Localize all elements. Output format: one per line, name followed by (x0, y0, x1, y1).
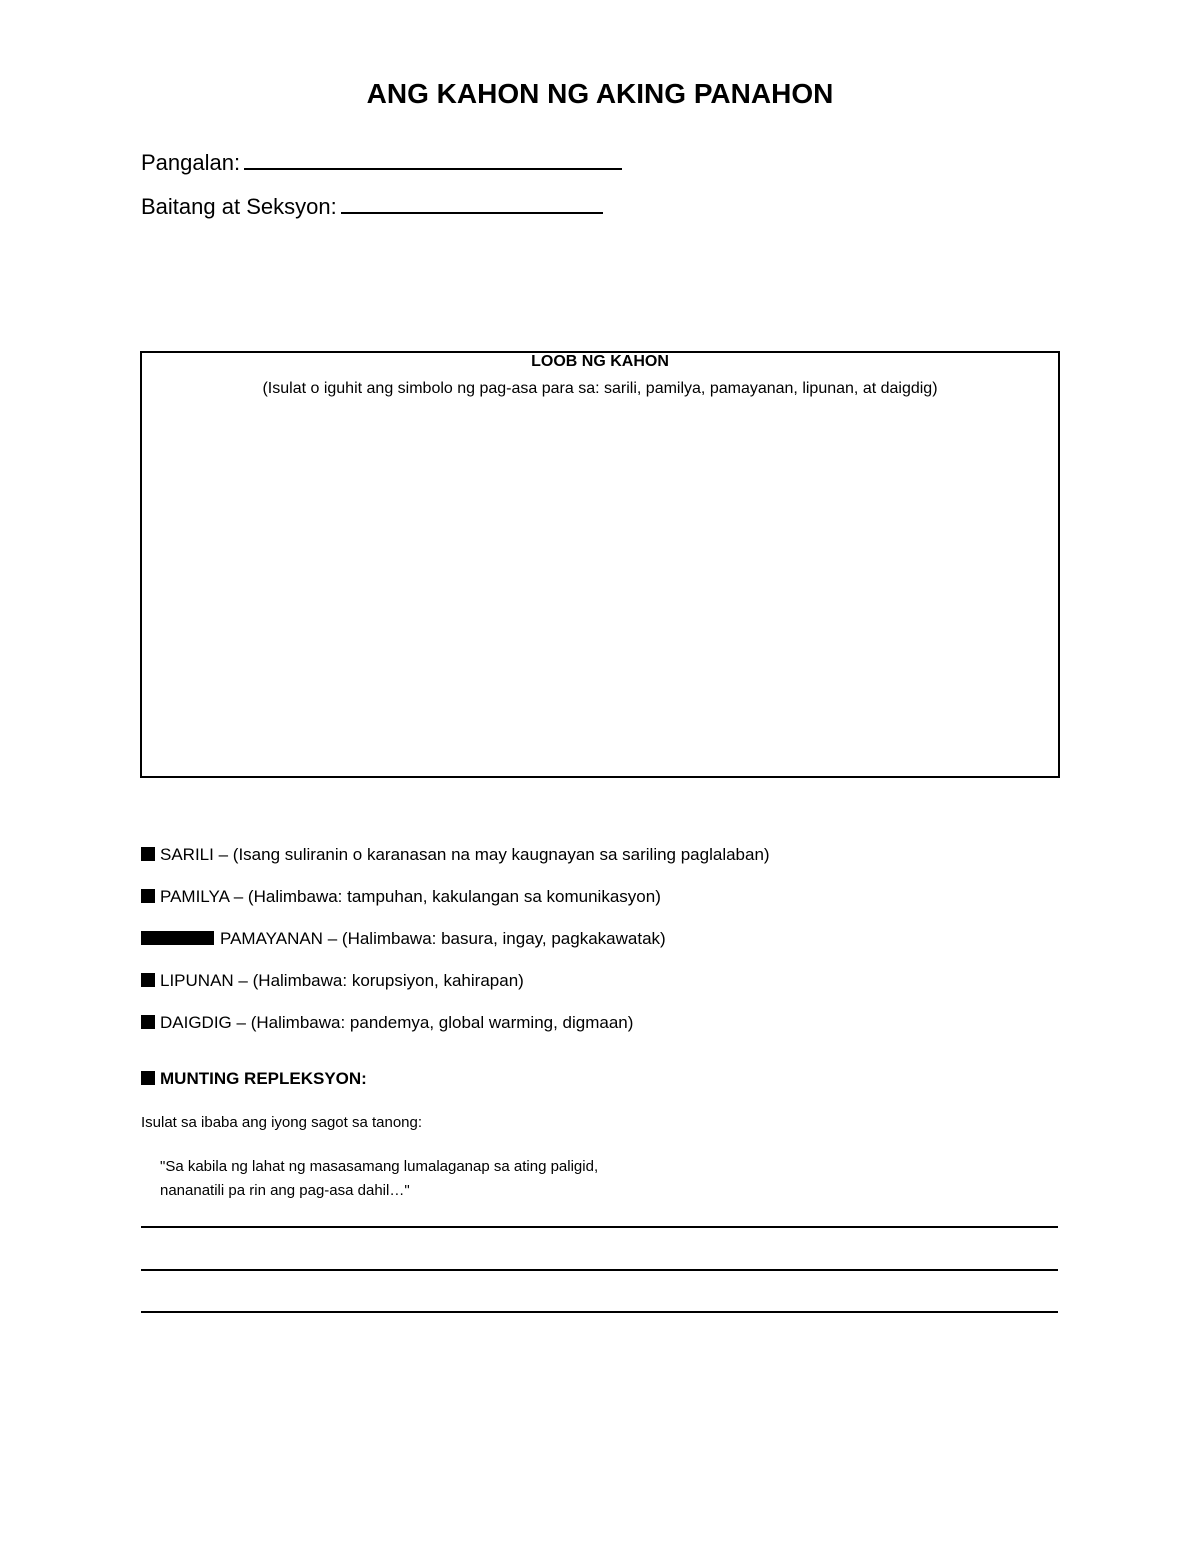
name-label: Pangalan: (141, 150, 241, 175)
category-description: (Isang suliranin o karanasan na may kaugnayan sa sariling paglalaban) (232, 845, 770, 864)
page-title: ANG KAHON NG AKING PANAHON (366, 78, 834, 109)
category-name: PAMILYA (160, 887, 229, 906)
answer-line[interactable] (141, 1226, 1058, 1228)
category-item-lipunan (141, 969, 1061, 1011)
drawing-box[interactable] (140, 351, 1060, 778)
box-instruction: (Isulat o iguhit ang simbolo ng pag-asa para sa: sarili, pamilya, pamayanan, lipunan, at daigdig) (262, 380, 938, 397)
category-name: LIPUNAN (160, 971, 234, 990)
square-bullet-icon (141, 889, 155, 903)
answer-line[interactable] (141, 1311, 1058, 1313)
category-description: (Halimbawa: pandemya, global warming, digmaan) (250, 1013, 634, 1032)
category-item-pamilya (141, 885, 1061, 927)
grade-section-field-row (141, 192, 603, 220)
dash-separator: – (236, 1013, 246, 1032)
reflection-quote (160, 1155, 598, 1203)
category-name: DAIGDIG (160, 1013, 232, 1032)
reflection-heading-text: MUNTING REPLEKSYON: (160, 1069, 367, 1088)
category-item-daigdig (141, 1011, 1061, 1053)
reflection-quote-line: nananatili pa rin ang pag-asa dahil…" (160, 1182, 410, 1199)
dash-separator: – (218, 845, 229, 864)
category-description: (Halimbawa: basura, ingay, pagkakawatak) (341, 929, 666, 948)
category-name: SARILI (160, 845, 214, 864)
answer-line[interactable] (141, 1269, 1058, 1271)
grade-section-label: Baitang at Seksyon: (141, 194, 337, 219)
category-item-sarili (141, 843, 1061, 885)
reflection-heading (141, 1069, 367, 1089)
category-name: PAMAYANAN (220, 929, 323, 948)
dash-separator: – (238, 971, 248, 990)
square-bullet-icon (141, 847, 155, 861)
name-blank-line[interactable] (244, 148, 622, 170)
square-bullet-icon (141, 973, 155, 987)
dash-separator: – (327, 929, 338, 948)
reflection-quote-line: "Sa kabila ng lahat ng masasamang lumalaganap sa ating paligid, (160, 1158, 599, 1175)
dash-separator: – (233, 887, 244, 906)
square-bullet-icon (141, 1015, 155, 1029)
name-field-row (141, 148, 622, 176)
reflection-instruction: Isulat sa ibaba ang iyong sagot sa tanong: (141, 1114, 423, 1131)
grade-section-blank-line[interactable] (341, 192, 603, 214)
category-list (141, 843, 1061, 1053)
category-item-pamayanan (141, 927, 1061, 969)
bar-bullet-icon (141, 931, 214, 945)
category-description: (Halimbawa: korupsiyon, kahirapan) (252, 971, 524, 990)
category-description: (Halimbawa: tampuhan, kakulangan sa komunikasyon) (247, 887, 661, 906)
square-bullet-icon (141, 1071, 155, 1085)
box-title: LOOB NG KAHON (531, 353, 669, 370)
